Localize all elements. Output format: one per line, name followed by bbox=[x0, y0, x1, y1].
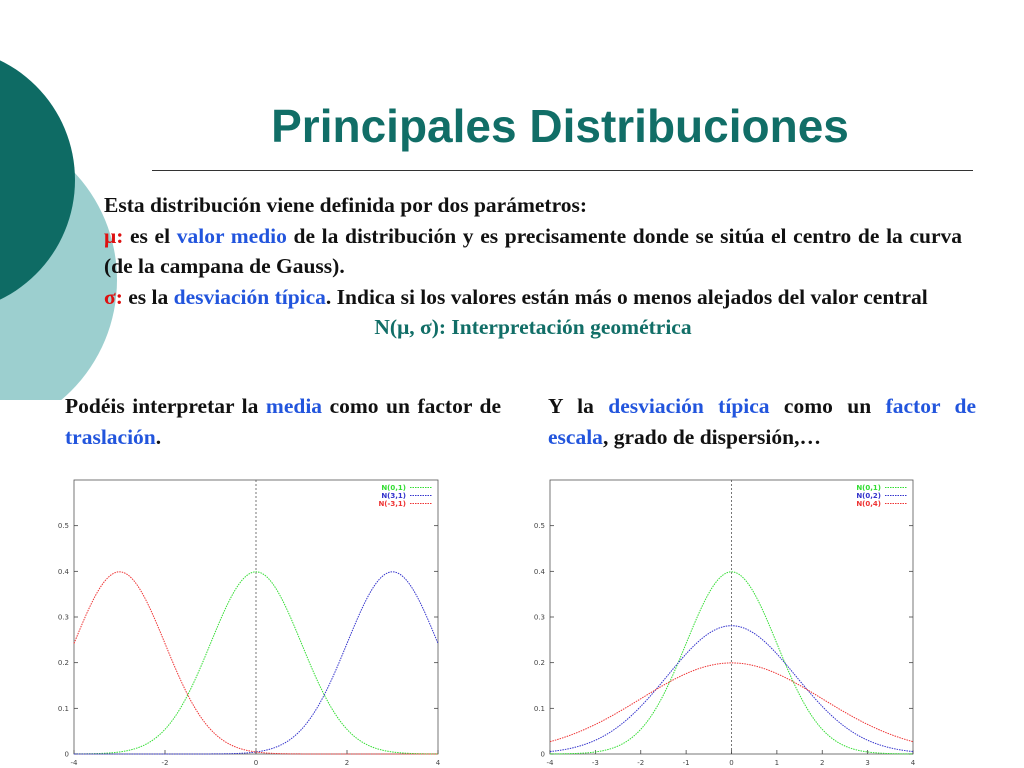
x-tick-label: -2 bbox=[161, 759, 169, 767]
legend-label: N(0,4) bbox=[856, 500, 881, 508]
y-tick-label: 0.3 bbox=[57, 613, 69, 622]
mu-highlight: valor medio bbox=[176, 223, 287, 248]
y-tick-label: 0.3 bbox=[533, 613, 545, 622]
y-tick-label: 0 bbox=[64, 750, 69, 759]
y-tick-label: 0.2 bbox=[533, 659, 545, 668]
mu-symbol: μ: bbox=[104, 223, 124, 248]
series-line-N(0,1) bbox=[550, 572, 913, 754]
left-text-1: Podéis interpretar la bbox=[65, 394, 266, 418]
chart-scale bbox=[522, 478, 922, 768]
left-column-text bbox=[65, 391, 501, 452]
right-text-2: como un bbox=[769, 394, 886, 418]
x-tick-label: 2 bbox=[820, 759, 825, 767]
interpretation-heading: N(μ, σ): Interpretación geométrica bbox=[374, 315, 692, 339]
x-tick-label: 0 bbox=[729, 759, 734, 767]
sigma-highlight: desviación típica bbox=[173, 284, 326, 309]
legend-label: N(3,1) bbox=[381, 492, 406, 500]
y-tick-label: 0.4 bbox=[57, 567, 69, 576]
x-tick-label: -4 bbox=[546, 759, 554, 767]
sigma-paragraph bbox=[104, 282, 962, 313]
x-tick-label: -3 bbox=[591, 759, 599, 767]
sigma-symbol: σ: bbox=[104, 284, 123, 309]
y-tick-label: 0 bbox=[540, 750, 545, 759]
x-tick-label: -2 bbox=[637, 759, 645, 767]
x-tick-label: 4 bbox=[910, 759, 916, 767]
x-tick-label: -4 bbox=[70, 759, 78, 767]
series-line-N(-3,1) bbox=[74, 572, 438, 754]
mu-text-before: es el bbox=[123, 223, 177, 248]
x-tick-label: 3 bbox=[865, 759, 870, 767]
chart-translation bbox=[45, 478, 445, 768]
x-tick-label: 1 bbox=[774, 759, 780, 767]
y-tick-label: 0.4 bbox=[533, 567, 545, 576]
x-tick-label: 4 bbox=[435, 759, 441, 767]
mu-text-after: de la distribución y es precisamente donde se sitúa el centro de la curva (de la campana de Gauss). bbox=[104, 223, 962, 278]
intro-line: Esta distribución viene definida por dos parámetros: bbox=[104, 193, 587, 217]
sigma-text-after: . Indica si los valores están más o menos alejados del valor central bbox=[325, 284, 928, 309]
slide-title: Principales Distribuciones bbox=[271, 100, 849, 152]
x-tick-label: 2 bbox=[344, 759, 350, 767]
right-highlight-desviacion: desviación típica bbox=[608, 394, 770, 418]
y-tick-label: 0.2 bbox=[57, 659, 69, 668]
left-highlight-traslacion: traslación bbox=[65, 424, 156, 449]
legend-label: N(0,1) bbox=[856, 484, 881, 492]
series-line-N(3,1) bbox=[74, 572, 438, 754]
left-text-2: como un factor de bbox=[322, 394, 502, 418]
sigma-text-before: es la bbox=[122, 284, 174, 309]
left-text-3: . bbox=[155, 424, 162, 449]
x-tick-label: -1 bbox=[682, 759, 690, 767]
y-tick-label: 0.5 bbox=[533, 522, 545, 531]
right-text-1: Y la bbox=[548, 394, 609, 418]
right-text-3: , grado de dispersión,… bbox=[602, 424, 821, 449]
y-tick-label: 0.1 bbox=[533, 704, 545, 713]
title-divider bbox=[152, 170, 973, 171]
right-column-text bbox=[548, 391, 976, 452]
legend-label: N(0,1) bbox=[381, 484, 406, 492]
right-highlight-factor: factor de escala bbox=[548, 394, 976, 449]
legend-label: N(0,2) bbox=[856, 492, 881, 500]
legend-label: N(-3,1) bbox=[378, 500, 406, 508]
body-text bbox=[104, 190, 962, 343]
y-tick-label: 0.5 bbox=[57, 522, 69, 531]
series-line-N(0,1) bbox=[74, 572, 438, 754]
left-highlight-media: media bbox=[265, 394, 323, 418]
x-tick-label: 0 bbox=[253, 759, 259, 767]
y-tick-label: 0.1 bbox=[57, 704, 69, 713]
mu-paragraph bbox=[104, 221, 962, 282]
